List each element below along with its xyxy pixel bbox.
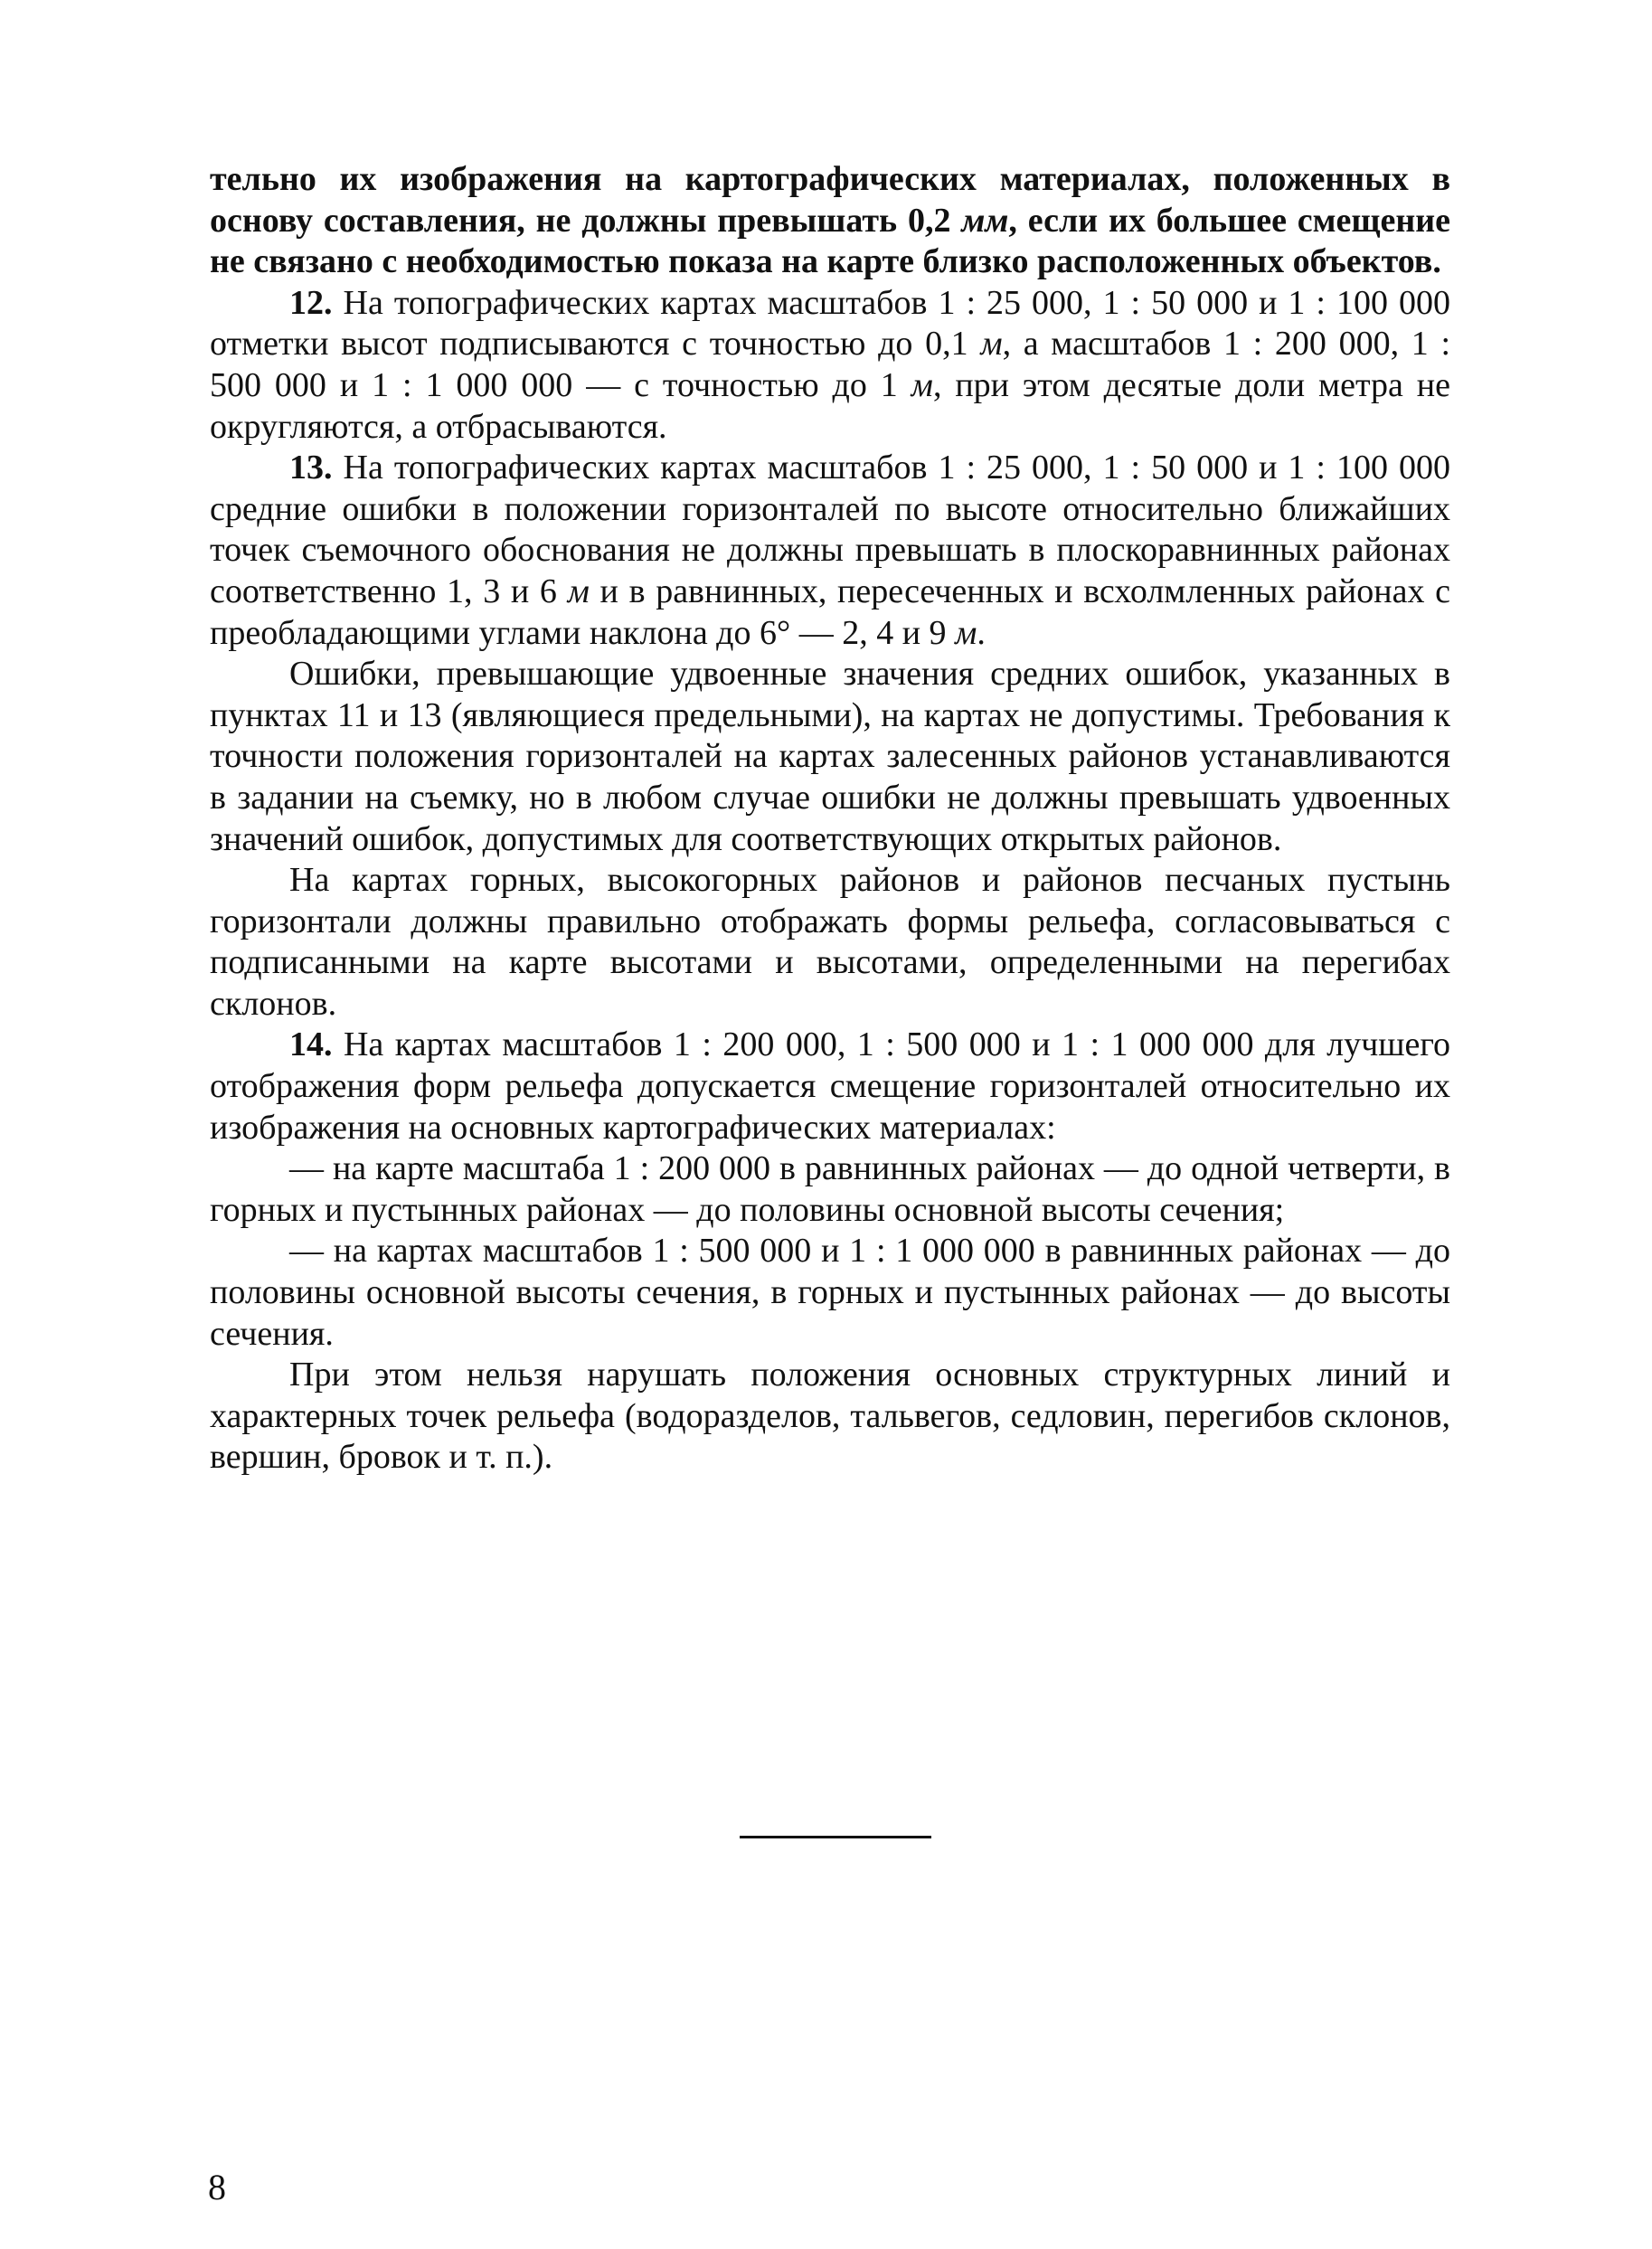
paragraph-errors: Ошибки, превышающие удвоенные значения средних ошибок, указанных в пунктах 11 и 13 (являющиеся предельными), на картах не допустимы. Требования к точности положения горизонталей на картах залесенных районов устанавливаются в задании на съемку, но в любом случае ошибки не должны превышать удвоенных значений ошибок, допустимых для соответствующих открытых районов. <box>210 655 1450 858</box>
item-13-unit-2: м <box>955 613 977 652</box>
item-13-unit-1: м <box>567 572 590 610</box>
paragraph-item-13 <box>210 448 1450 654</box>
item-12-unit-2: м <box>911 365 933 404</box>
paragraph-item-14 <box>210 1025 1450 1148</box>
item-13-end-text: . <box>977 613 986 652</box>
continuation-unit: мм <box>961 201 1009 240</box>
paragraph-final: При этом нельзя нарушать положения основных структурных линий и характерных точек рельефа (водоразделов, тальвегов, седловин, перегибов склонов, вершин, бровок и т. п.). <box>210 1356 1450 1477</box>
item-13-number: 13. <box>289 449 333 487</box>
paragraph-item-12 <box>210 283 1450 448</box>
paragraph-mountains: На картах горных, высокогорных районов и районов песчаных пустынь горизонтали должны правильно отображать формы рельефа, согласовываться с подписанными на карте высотами и высотами, определенными на перегибах склонов. <box>210 861 1450 1023</box>
item-14-text: На картах масштабов 1 : 200 000, 1 : 500 000 и 1 : 1 000 000 для лучшего отображения форм рельефа допускается смещение горизонталей относительно их изображения на основных картографических материалах: <box>210 1025 1450 1147</box>
continuation-start-text: тельно их изображения на картографических материалах, положенных в основу составления, не должны превышать <box>210 160 1450 240</box>
dash-item-2: — на картах масштабов 1 : 500 000 и 1 : 1 000 000 в равнинных районах — до половины основной высоты сечения, в горных и пустынных районах — до высоты сечения. <box>210 1232 1450 1353</box>
item-13-mid-text: и в равнинных, пересеченных и всхолмленных районах с преобладающими углами наклона до 6° — 2, 4 и 9 <box>210 572 1451 652</box>
section-divider <box>740 1836 931 1838</box>
page-number: 8 <box>208 2167 226 2207</box>
dash-item-1: — на карте масштаба 1 : 200 000 в равнинных районах — до одной четверти, в горных и пустынных районах — до половины основной высоты сечения; <box>210 1149 1450 1229</box>
continuation-value: 0,2 <box>908 201 951 240</box>
item-12-number: 12. <box>289 283 333 322</box>
item-14-number: 14. <box>289 1025 333 1064</box>
item-13-start-text: На топографических картах масштабов 1 : 25 000, 1 : 50 000 и 1 : 100 000 средние ошибки в положении горизонталей по высоте относительно ближайших точек съемочного обоснования не должны превышать в плоскоравнинных районах соответственно 1, 3 и 6 <box>210 449 1450 610</box>
continuation-end-text: , если их большее смещение не связано с необходимостью показа на карте близко расположенных объектов. <box>210 201 1451 281</box>
item-12-mid-text: , а масштабов 1 : 200 000, 1 : 500 000 и 1 : 1 000 000 — с точностью до 1 <box>210 325 1451 404</box>
paragraph-continuation <box>210 159 1450 283</box>
item-12-start-text: На топографических картах масштабов 1 : 25 000, 1 : 50 000 и 1 : 100 000 отметки высот подписываются с точностью до 0,1 <box>210 283 1450 364</box>
item-12-end-text: , при этом десятые доли метра не округляются, а отбрасываются. <box>210 365 1450 446</box>
body-text <box>210 159 1450 1479</box>
item-12-unit-1: м <box>980 325 1003 364</box>
